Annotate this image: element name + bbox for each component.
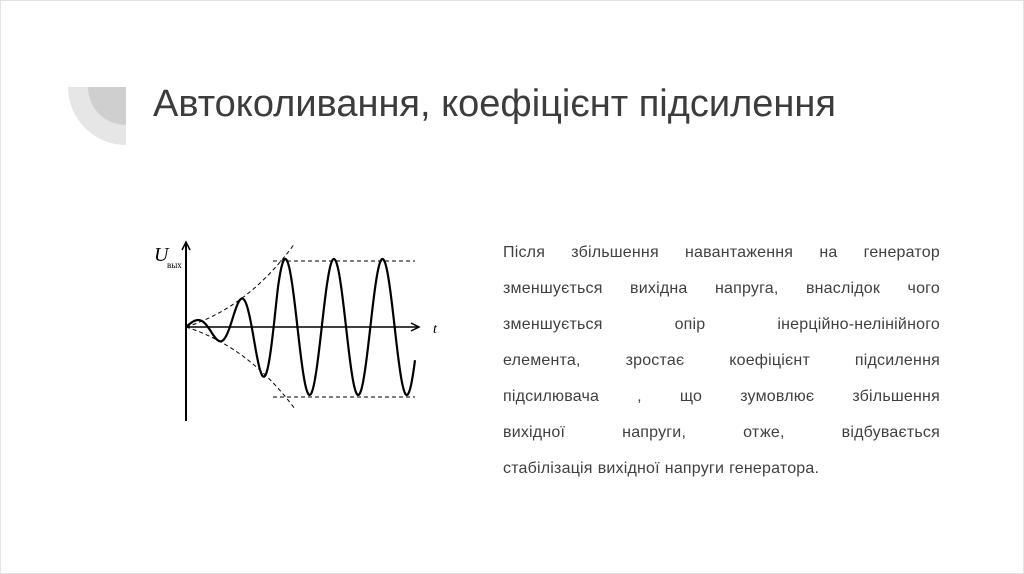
paragraph-word: збільшення bbox=[571, 244, 659, 261]
paragraph-word: зменшується bbox=[503, 280, 603, 297]
paragraph-word: навантаження bbox=[685, 244, 794, 261]
paragraph-word: вихідна bbox=[630, 280, 688, 297]
paragraph-word: вихідної bbox=[503, 424, 566, 441]
oscillation-figure bbox=[149, 237, 449, 427]
paragraph-line bbox=[503, 235, 940, 271]
paragraph-word: збільшення bbox=[852, 388, 940, 405]
paragraph-word: відбувається bbox=[841, 424, 940, 441]
title-accent-decoration bbox=[68, 87, 126, 145]
paragraph-word: , bbox=[637, 388, 642, 405]
paragraph-word: інерційно-нелінійного bbox=[777, 316, 940, 333]
paragraph-line bbox=[503, 415, 940, 451]
paragraph-word: напруги, bbox=[622, 424, 687, 441]
paragraph-word: зменшується bbox=[503, 316, 603, 333]
paragraph-word: підсилення bbox=[854, 352, 940, 369]
y-axis-label-subscript: вых bbox=[167, 260, 182, 270]
paragraph-line bbox=[503, 451, 940, 487]
paragraph-word: напруги bbox=[664, 460, 725, 477]
x-axis-label: t bbox=[433, 322, 437, 337]
paragraph-word: напруга, bbox=[714, 280, 779, 297]
paragraph-word: вихідної bbox=[597, 460, 660, 477]
paragraph-word: стабілізація bbox=[503, 460, 593, 477]
paragraph-word: отже, bbox=[743, 424, 785, 441]
paragraph-word: генератора. bbox=[729, 460, 820, 477]
paragraph-line bbox=[503, 271, 940, 307]
paragraph-word: елемента, bbox=[503, 352, 581, 369]
paragraph-word: зумовлює bbox=[740, 388, 815, 405]
paragraph-word: чого bbox=[907, 280, 940, 297]
paragraph-line bbox=[503, 379, 940, 415]
paragraph-word: Після bbox=[503, 244, 546, 261]
oscillation-graph bbox=[149, 237, 449, 427]
explanation-paragraph bbox=[503, 235, 940, 487]
paragraph-word: внаслідок bbox=[805, 280, 881, 297]
paragraph-word: коефіцієнт bbox=[729, 352, 810, 369]
paragraph-word: опір bbox=[674, 316, 706, 333]
slide-title: Автоколивання, коефіцієнт підсилення bbox=[153, 83, 836, 125]
paragraph-word: що bbox=[679, 388, 703, 405]
paragraph-word: на bbox=[819, 244, 838, 261]
paragraph-word: генератор bbox=[863, 244, 940, 261]
paragraph-word: зростає bbox=[625, 352, 685, 369]
y-axis-label: U bbox=[154, 244, 169, 266]
envelope-lines bbox=[186, 243, 415, 409]
paragraph-line bbox=[503, 307, 940, 343]
paragraph-word: підсилювача bbox=[503, 388, 600, 405]
paragraph-line bbox=[503, 343, 940, 379]
